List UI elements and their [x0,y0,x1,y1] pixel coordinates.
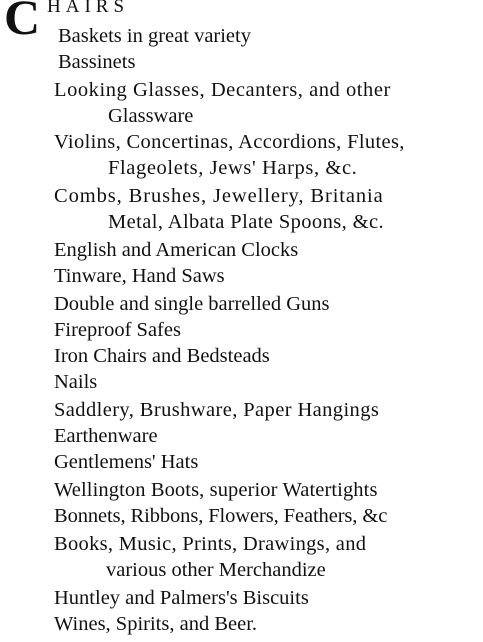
list-item-line: Bonnets, Ribbons, Flowers, Feathers, &c [54,505,388,527]
list-item-line: various other Merchandize [106,559,326,581]
list-item-line: Books, Music, Prints, Drawings, and [54,533,367,555]
heading-text: HAIRS [47,0,130,17]
list-item-line: Bassinets [58,51,136,73]
list-item-line: Wellington Boots, superior Watertights [54,479,378,501]
list-item-line: Flageolets, Jews' Harps, &c. [108,157,358,179]
list-item-line: Tinware, Hand Saws [54,265,225,287]
list-item-line: Iron Chairs and Bedsteads [54,345,270,367]
list-item-line: English and American Clocks [54,239,299,261]
list-item-line: Combs, Brushes, Jewellery, Britania [54,185,384,207]
list-item-line: Metal, Albata Plate Spoons, &c. [108,211,385,233]
list-item-line: Huntley and Palmers's Biscuits [54,587,309,609]
list-item-line: Looking Glasses, Decanters, and other [54,79,391,101]
list-item-line: Gentlemens' Hats [54,451,199,473]
drop-cap: C [4,0,41,45]
list-item-line: Baskets in great variety [58,25,251,47]
list-item-line: Saddlery, Brushware, Paper Hangings [54,399,380,421]
list-item-line: Fireproof Safes [54,319,181,341]
list-item-line: Nails [54,371,98,393]
list-item-line: Earthenware [54,425,158,447]
list-item-line: Glassware [108,105,194,127]
list-item-line: Violins, Concertinas, Accordions, Flutes, [54,131,405,153]
list-item-line: Wines, Spirits, and Beer. [54,613,258,635]
list-item-line: Double and single barrelled Guns [54,293,330,315]
